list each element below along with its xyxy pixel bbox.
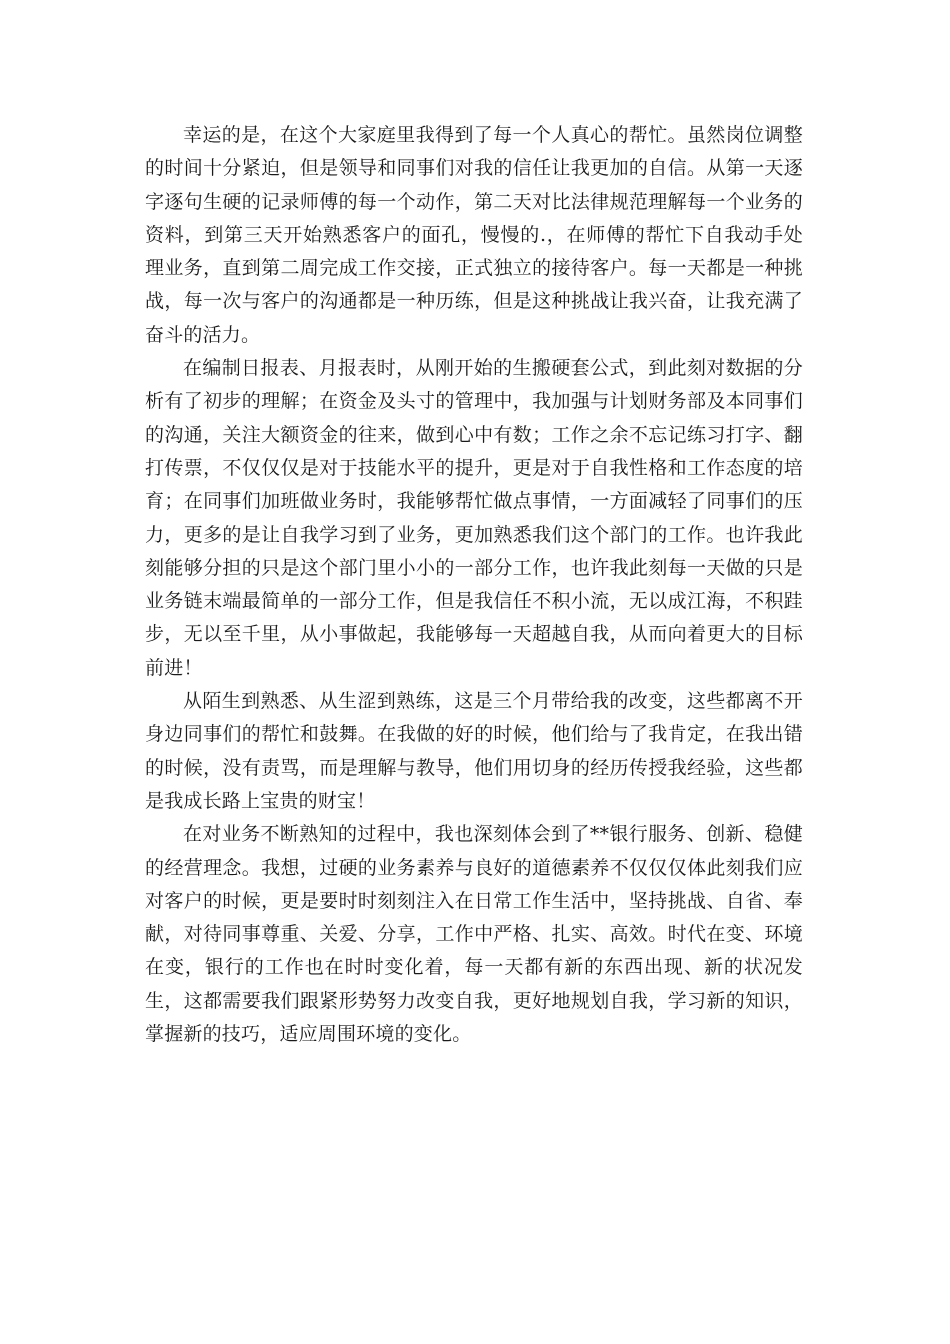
- paragraph-3: 从陌生到熟悉、从生涩到熟练，这是三个月带给我的改变，这些都离不开身边同事们的帮忙和鼓舞。在我做的好的时候，他们给与了我肯定，在我出错的时候，没有责骂，而是理解与教导，他们用切身的经历传授我经验，这些都是我成长路上宝贵的财宝！: [145, 690, 803, 812]
- paragraph-4: 在对业务不断熟知的过程中，我也深刻体会到了**银行服务、创新、稳健的经营理念。我想，过硬的业务素养与良好的道德素养不仅仅仅体此刻我们应对客户的时候，更是要时时刻刻注入在日常工作生活中，坚持挑战、自省、奉献，对待同事尊重、关爱、分享，工作中严格、扎实、高效。时代在变、环境在变，银行的工作也在时时变化着，每一天都有新的东西出现、新的状况发生，这都需要我们跟紧形势努力改变自我，更好地规划自我，学习新的知识，掌握新的技巧，适应周围环境的变化。: [145, 823, 803, 1046]
- paragraph-2: 在编制日报表、月报表时，从刚开始的生搬硬套公式，到此刻对数据的分析有了初步的理解；在资金及头寸的管理中，我加强与计划财务部及本同事们的沟通，关注大额资金的往来，做到心中有数；工作之余不忘记练习打字、翻打传票，不仅仅仅是对于技能水平的提升，更是对于自我性格和工作态度的培育；在同事们加班做业务时，我能够帮忙做点事情，一方面减轻了同事们的压力，更多的是让自我学习到了业务，更加熟悉我们这个部门的工作。也许我此刻能够分担的只是这个部门里小小的一部分工作，也许我此刻每一天做的只是业务链末端最简单的一部分工作，但是我信任不积小流，无以成江海，不积跬步，无以至千里，从小事做起，我能够每一天超越自我，从而向着更大的目标前进！: [145, 357, 803, 679]
- paragraph-1: 幸运的是，在这个大家庭里我得到了每一个人真心的帮忙。虽然岗位调整的时间十分紧迫，但是领导和同事们对我的信任让我更加的自信。从第一天逐字逐句生硬的记录师傅的每一个动作，第二天对比法律规范理解每一个业务的资料，到第三天开始熟悉客户的面孔，慢慢的.，在师傅的帮忙下自我动手处理业务，直到第二周完成工作交接，正式独立的接待客户。每一天都是一种挑战，每一次与客户的沟通都是一种历练，但是这种挑战让我兴奋，让我充满了奋斗的活力。: [145, 124, 803, 346]
- document-body: [145, 119, 803, 1051]
